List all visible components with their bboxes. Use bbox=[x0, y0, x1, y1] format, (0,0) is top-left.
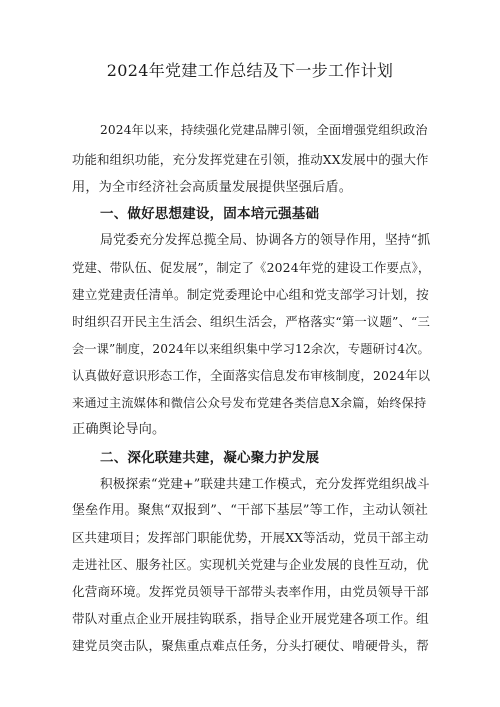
section1-line: 时组织召开民主生活会、组织生活会，严格落实“第一议题”、“三 bbox=[72, 314, 431, 329]
section1-line: 认真做好意识形态工作，全面落实信息发布审核制度，2024年以 bbox=[72, 368, 431, 383]
section2-line: 建党员突击队，聚焦重点难点任务，分头打硬仗、啃硬骨头，帮 bbox=[72, 638, 429, 653]
section-heading-2: 二、深化联建共建，凝心聚力护发展 bbox=[100, 450, 320, 466]
intro-line: 用，为全市经济社会高质量发展提供坚强后盾。 bbox=[72, 180, 353, 195]
section2-line: 区共建项目；发挥部门职能优势，开展XX等活动，党员干部主动 bbox=[72, 530, 429, 545]
section1-line: 来通过主流媒体和微信公众号发布党建各类信息X余篇，始终保持 bbox=[72, 396, 427, 410]
section2-line: 化营商环境。发挥党员领导干部带头表率作用，由党员领导干部 bbox=[72, 584, 429, 599]
intro-line: 2024年以来，持续强化党建品牌引领，全面增强党组织政治 bbox=[100, 123, 428, 137]
section1-line: 局党委充分发挥总揽全局、协调各方的领导作用，坚持“抓 bbox=[100, 233, 431, 248]
section1-line: 党建、带队伍、促发展”，制定了《2024年党的建设工作要点》， bbox=[72, 260, 431, 275]
section2-line: 积极探索“党建+”联建共建工作模式，充分发挥党组织战斗 bbox=[100, 476, 430, 491]
section2-line: 带队对重点企业开展挂钩联系，指导企业开展党建各项工作。组 bbox=[72, 611, 429, 626]
document-title: 2024年党建工作总结及下一步工作计划 bbox=[106, 61, 394, 80]
intro-line: 功能和组织功能，充分发挥党建在引领，推动XX发展中的强大作 bbox=[72, 152, 429, 167]
section2-line: 走进社区、服务社区。实现机关党建与企业发展的良性互动，优 bbox=[72, 557, 429, 572]
section1-line: 建立党建责任清单。制定党委理论中心组和党支部学习计划，按 bbox=[72, 287, 429, 302]
section2-line: 堡垒作用。聚焦“双报到”、“干部下基层”等工作，主动认领社 bbox=[72, 503, 428, 518]
section-heading-1: 一、做好思想建设，固本培元强基础 bbox=[100, 206, 320, 222]
section1-line: 会一课”制度，2024年以来组织集中学习12余次，专题研讨4次。 bbox=[72, 342, 430, 356]
section1-line: 正确舆论导向。 bbox=[72, 422, 166, 437]
